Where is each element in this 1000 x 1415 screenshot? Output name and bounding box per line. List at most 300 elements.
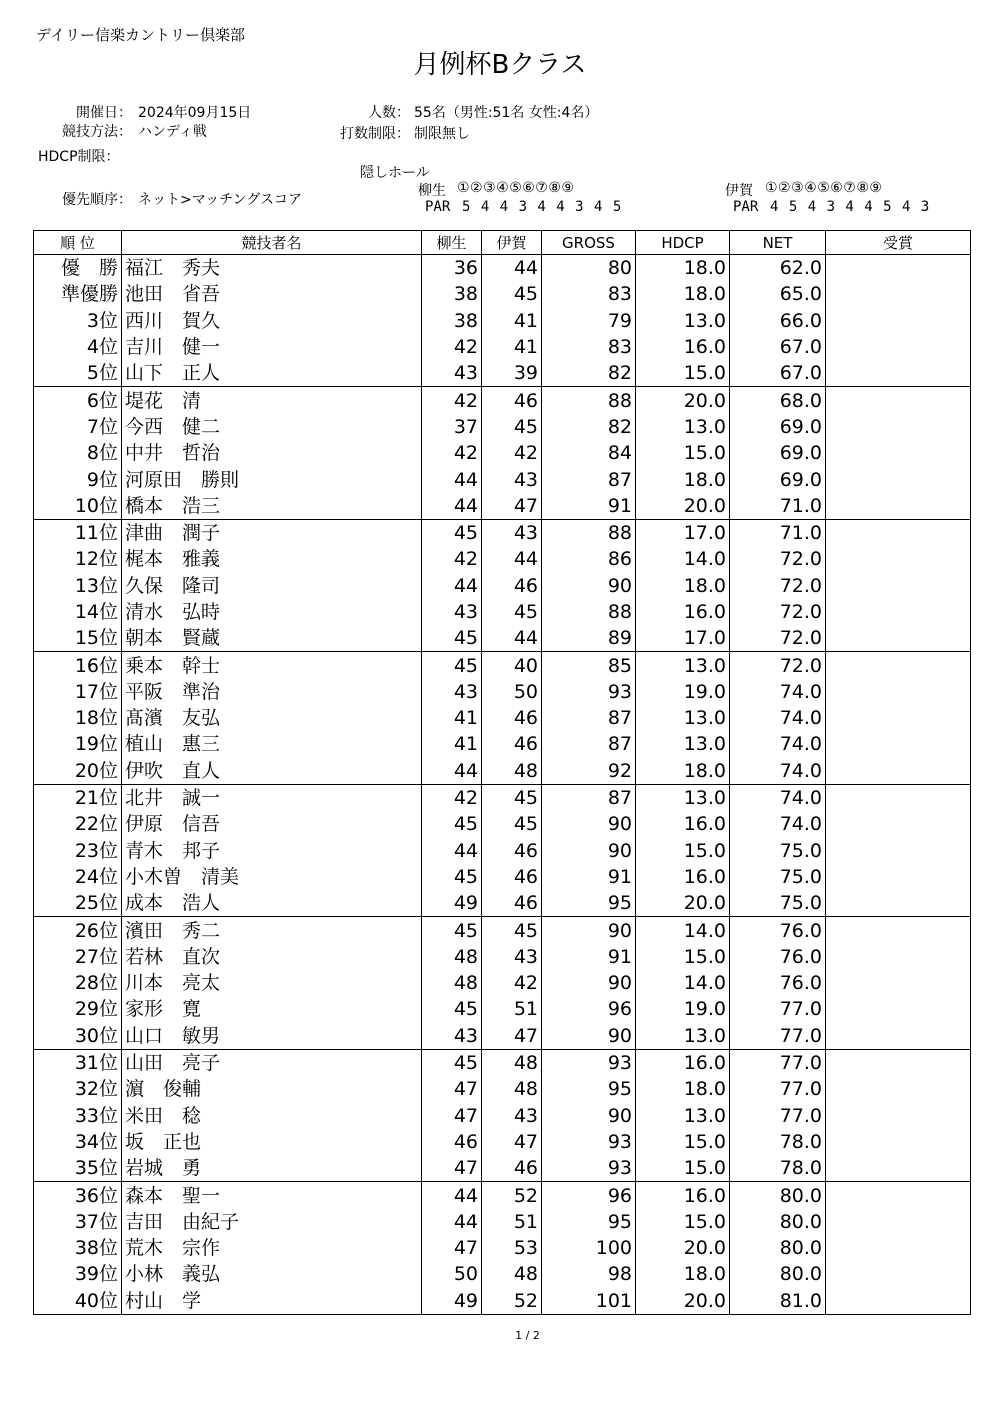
course2-score-cell: 41 [482,308,542,334]
course1-name: 柳生 [418,183,446,199]
player-name-cell: 吉川 健一 [122,334,422,360]
award-cell [826,573,971,599]
table-row [34,573,971,599]
hdcp-cell: 13.0 [636,705,730,731]
player-name-cell: 家形 寛 [122,996,422,1022]
hdcp-cell: 13.0 [636,1103,730,1129]
hdcp-cell: 13.0 [636,731,730,757]
rank-cell: 35位 [34,1155,122,1182]
course1-score-cell: 38 [422,308,482,334]
hdcp-cell: 15.0 [636,1129,730,1155]
rank-cell: 5位 [34,360,122,387]
table-row [34,255,971,282]
course1-holes: ①②③④⑤⑥⑦⑧⑨ [457,180,575,196]
hdcp-cell: 16.0 [636,864,730,890]
course2-score-cell: 51 [482,996,542,1022]
header-gross: GROSS [542,231,636,255]
course1-score-cell: 46 [422,1129,482,1155]
course1-score-cell: 44 [422,758,482,785]
player-name-cell: 梶本 雅義 [122,546,422,572]
course1-score-cell: 44 [422,1182,482,1209]
rank-cell: 21位 [34,784,122,811]
award-cell [826,944,971,970]
award-cell [826,255,971,282]
rank-cell: 18位 [34,705,122,731]
rank-cell: 36位 [34,1182,122,1209]
award-cell [826,308,971,334]
rank-cell: 26位 [34,917,122,944]
gross-cell: 86 [542,546,636,572]
gross-cell: 90 [542,573,636,599]
player-name-cell: 山下 正人 [122,360,422,387]
player-name-cell: 森本 聖一 [122,1182,422,1209]
course2-score-cell: 43 [482,1103,542,1129]
award-cell [826,996,971,1022]
course2-score-cell: 45 [482,599,542,625]
player-name-cell: 平阪 準治 [122,679,422,705]
hdcp-cell: 15.0 [636,1155,730,1182]
date-value: 2024年09月15日 [138,105,252,121]
course2-score-cell: 44 [482,546,542,572]
stroke-limit-value: 制限無し [414,126,470,142]
gross-cell: 90 [542,970,636,996]
table-row [34,308,971,334]
player-name-cell: 乗本 幹士 [122,652,422,679]
course2-pars: 4 5 4 3 4 4 5 4 3 [770,199,930,215]
table-row [34,1103,971,1129]
course2-score-cell: 48 [482,758,542,785]
course1-score-cell: 44 [422,466,482,492]
player-name-cell: 久保 隆司 [122,573,422,599]
player-name-cell: 伊原 信吾 [122,811,422,837]
rank-cell: 22位 [34,811,122,837]
table-row [34,784,971,811]
course2-score-cell: 44 [482,255,542,282]
player-name-cell: 清水 弘時 [122,599,422,625]
course2-score-cell: 48 [482,1261,542,1287]
course2-score-cell: 48 [482,1076,542,1102]
rank-cell: 7位 [34,414,122,440]
gross-cell: 95 [542,1209,636,1235]
course1-score-cell: 45 [422,625,482,652]
course2-score-cell: 47 [482,493,542,520]
gross-cell: 93 [542,1049,636,1076]
course1-score-cell: 37 [422,414,482,440]
gross-cell: 96 [542,1182,636,1209]
net-cell: 75.0 [730,838,826,864]
award-cell [826,731,971,757]
award-cell [826,1235,971,1261]
gross-cell: 88 [542,519,636,546]
award-cell [826,679,971,705]
award-cell [826,1288,971,1315]
award-cell [826,838,971,864]
table-row [34,1049,971,1076]
course2-par-label: PAR [733,199,759,215]
net-cell: 68.0 [730,387,826,414]
gross-cell: 98 [542,1261,636,1287]
course2-score-cell: 46 [482,573,542,599]
course1-score-cell: 38 [422,281,482,307]
table-row [34,944,971,970]
gross-cell: 96 [542,996,636,1022]
header-course2: 伊賀 [482,231,542,255]
table-row [34,652,971,679]
net-cell: 81.0 [730,1288,826,1315]
table-row [34,1288,971,1315]
net-cell: 80.0 [730,1209,826,1235]
net-cell: 74.0 [730,731,826,757]
net-cell: 77.0 [730,996,826,1022]
table-row [34,599,971,625]
rank-cell: 8位 [34,440,122,466]
net-cell: 77.0 [730,1076,826,1102]
hdcp-cell: 20.0 [636,1288,730,1315]
course2-score-cell: 46 [482,387,542,414]
player-name-cell: 橋本 浩三 [122,493,422,520]
net-cell: 76.0 [730,944,826,970]
course1-score-cell: 45 [422,652,482,679]
rank-cell: 30位 [34,1023,122,1050]
player-name-cell: 堤花 清 [122,387,422,414]
award-cell [826,387,971,414]
net-cell: 74.0 [730,679,826,705]
player-name-cell: 山口 敏男 [122,1023,422,1050]
player-name-cell: 津曲 潤子 [122,519,422,546]
table-row [34,758,971,785]
net-cell: 74.0 [730,784,826,811]
table-row [34,1023,971,1050]
course2-score-cell: 46 [482,864,542,890]
player-name-cell: 荒木 宗作 [122,1235,422,1261]
rank-cell: 17位 [34,679,122,705]
hdcp-cell: 15.0 [636,838,730,864]
course1-score-cell: 45 [422,917,482,944]
table-row [34,1209,971,1235]
player-name-cell: 吉田 由紀子 [122,1209,422,1235]
course2-score-cell: 46 [482,1155,542,1182]
award-cell [826,811,971,837]
gross-cell: 90 [542,1103,636,1129]
course1-score-cell: 45 [422,996,482,1022]
player-name-cell: 坂 正也 [122,1129,422,1155]
award-cell [826,360,971,387]
course1-score-cell: 42 [422,334,482,360]
course1-score-cell: 44 [422,1209,482,1235]
net-cell: 74.0 [730,705,826,731]
net-cell: 80.0 [730,1182,826,1209]
award-cell [826,466,971,492]
table-row [34,679,971,705]
player-name-cell: 西川 賀久 [122,308,422,334]
participants-label: 人数： [368,105,410,121]
player-name-cell: 村山 学 [122,1288,422,1315]
rank-cell: 20位 [34,758,122,785]
course1-score-cell: 43 [422,679,482,705]
gross-cell: 90 [542,917,636,944]
course2-score-cell: 45 [482,414,542,440]
net-cell: 74.0 [730,811,826,837]
stroke-limit-label: 打数制限： [340,126,410,142]
net-cell: 71.0 [730,493,826,520]
award-cell [826,334,971,360]
hdcp-cell: 13.0 [636,652,730,679]
table-row [34,1182,971,1209]
table-row [34,1261,971,1287]
course2-score-cell: 45 [482,784,542,811]
gross-cell: 79 [542,308,636,334]
award-cell [826,1182,971,1209]
player-name-cell: 北井 誠一 [122,784,422,811]
rank-cell: 38位 [34,1235,122,1261]
hdcp-cell: 13.0 [636,784,730,811]
table-row [34,625,971,652]
net-cell: 69.0 [730,466,826,492]
course1-score-cell: 45 [422,519,482,546]
award-cell [826,1155,971,1182]
table-row [34,414,971,440]
player-name-cell: 小林 義弘 [122,1261,422,1287]
gross-cell: 93 [542,1155,636,1182]
award-cell [826,493,971,520]
header-net: NET [730,231,826,255]
course1-score-cell: 50 [422,1261,482,1287]
player-name-cell: 植山 惠三 [122,731,422,757]
table-row [34,1155,971,1182]
award-cell [826,1076,971,1102]
net-cell: 72.0 [730,573,826,599]
course2-score-cell: 46 [482,705,542,731]
table-row [34,440,971,466]
gross-cell: 82 [542,360,636,387]
course1-score-cell: 45 [422,811,482,837]
header-course1: 柳生 [422,231,482,255]
course1-score-cell: 42 [422,440,482,466]
rank-cell: 9位 [34,466,122,492]
gross-cell: 100 [542,1235,636,1261]
player-name-cell: 岩城 勇 [122,1155,422,1182]
award-cell [826,970,971,996]
award-cell [826,625,971,652]
player-name-cell: 濱田 秀二 [122,917,422,944]
award-cell [826,1023,971,1050]
net-cell: 80.0 [730,1261,826,1287]
table-row [34,864,971,890]
table-row [34,970,971,996]
gross-cell: 91 [542,864,636,890]
net-cell: 80.0 [730,1235,826,1261]
course1-score-cell: 47 [422,1155,482,1182]
hdcp-cell: 16.0 [636,334,730,360]
net-cell: 65.0 [730,281,826,307]
net-cell: 69.0 [730,414,826,440]
rank-cell: 11位 [34,519,122,546]
course2-holes: ①②③④⑤⑥⑦⑧⑨ [765,180,883,196]
gross-cell: 91 [542,493,636,520]
course1-score-cell: 44 [422,573,482,599]
net-cell: 76.0 [730,970,826,996]
gross-cell: 85 [542,652,636,679]
course1-score-cell: 45 [422,1049,482,1076]
gross-cell: 82 [542,414,636,440]
gross-cell: 90 [542,1023,636,1050]
net-cell: 77.0 [730,1049,826,1076]
rank-cell: 39位 [34,1261,122,1287]
rank-cell: 33位 [34,1103,122,1129]
rank-cell: 25位 [34,890,122,917]
table-row [34,838,971,864]
results-table [33,230,971,1315]
net-cell: 74.0 [730,758,826,785]
award-cell [826,599,971,625]
net-cell: 72.0 [730,546,826,572]
course2-score-cell: 41 [482,334,542,360]
net-cell: 77.0 [730,1103,826,1129]
rank-cell: 19位 [34,731,122,757]
player-name-cell: 伊吹 直人 [122,758,422,785]
hdcp-cell: 14.0 [636,917,730,944]
hdcp-cell: 18.0 [636,758,730,785]
course2-score-cell: 42 [482,440,542,466]
table-row [34,334,971,360]
hdcp-cell: 18.0 [636,255,730,282]
rank-cell: 12位 [34,546,122,572]
header-hdcp: HDCP [636,231,730,255]
gross-cell: 88 [542,599,636,625]
rank-cell: 23位 [34,838,122,864]
table-row [34,519,971,546]
hdcp-cell: 18.0 [636,1076,730,1102]
course1-score-cell: 43 [422,1023,482,1050]
course2-score-cell: 44 [482,625,542,652]
net-cell: 67.0 [730,334,826,360]
table-row [34,1235,971,1261]
hdcp-cell: 14.0 [636,970,730,996]
rank-cell: 24位 [34,864,122,890]
course2-score-cell: 46 [482,890,542,917]
participants-value: 55名（男性:51名 女性:4名） [414,105,599,121]
player-name-cell: 中井 哲治 [122,440,422,466]
header-award: 受賞 [826,231,971,255]
course2-score-cell: 53 [482,1235,542,1261]
course2-score-cell: 46 [482,731,542,757]
course1-pars: 5 4 4 3 4 4 3 4 5 [462,199,622,215]
gross-cell: 90 [542,838,636,864]
rank-cell: 準優勝 [34,281,122,307]
hdcp-cell: 20.0 [636,1235,730,1261]
award-cell [826,890,971,917]
rank-cell: 16位 [34,652,122,679]
hdcp-cell: 18.0 [636,573,730,599]
gross-cell: 87 [542,705,636,731]
table-row [34,387,971,414]
course2-score-cell: 43 [482,519,542,546]
rank-cell: 14位 [34,599,122,625]
header-player-name: 競技者名 [122,231,422,255]
award-cell [826,414,971,440]
award-cell [826,1209,971,1235]
rank-cell: 3位 [34,308,122,334]
award-cell [826,1261,971,1287]
player-name-cell: 川本 亮太 [122,970,422,996]
hdcp-cell: 16.0 [636,811,730,837]
course1-score-cell: 41 [422,731,482,757]
rank-cell: 13位 [34,573,122,599]
course1-score-cell: 47 [422,1076,482,1102]
rank-cell: 優 勝 [34,255,122,282]
hdcp-cell: 15.0 [636,360,730,387]
hdcp-cell: 16.0 [636,599,730,625]
page-title: 月例杯Bクラス [413,50,587,80]
priority-value: ネット>マッチングスコア [138,192,303,208]
table-row [34,281,971,307]
award-cell [826,281,971,307]
player-name-cell: 小木曽 清美 [122,864,422,890]
table-row [34,705,971,731]
rank-cell: 31位 [34,1049,122,1076]
hdcp-cell: 14.0 [636,546,730,572]
course2-score-cell: 45 [482,281,542,307]
player-name-cell: 濵 俊輔 [122,1076,422,1102]
award-cell [826,705,971,731]
header-rank: 順 位 [34,231,122,255]
player-name-cell: 若林 直次 [122,944,422,970]
rank-cell: 27位 [34,944,122,970]
hdcp-cell: 15.0 [636,440,730,466]
table-row [34,466,971,492]
hdcp-cell: 18.0 [636,1261,730,1287]
hdcp-cell: 19.0 [636,679,730,705]
rank-cell: 34位 [34,1129,122,1155]
hdcp-cell: 13.0 [636,308,730,334]
gross-cell: 87 [542,784,636,811]
gross-cell: 87 [542,466,636,492]
rank-cell: 10位 [34,493,122,520]
net-cell: 78.0 [730,1155,826,1182]
course1-par-label: PAR [425,199,451,215]
table-row [34,1076,971,1102]
award-cell [826,917,971,944]
course1-score-cell: 49 [422,890,482,917]
course1-score-cell: 41 [422,705,482,731]
course2-score-cell: 40 [482,652,542,679]
net-cell: 62.0 [730,255,826,282]
table-row [34,917,971,944]
table-row [34,360,971,387]
course2-score-cell: 52 [482,1288,542,1315]
rank-cell: 37位 [34,1209,122,1235]
hdcp-cell: 20.0 [636,387,730,414]
net-cell: 78.0 [730,1129,826,1155]
net-cell: 75.0 [730,890,826,917]
gross-cell: 89 [542,625,636,652]
player-name-cell: 髙濱 友弘 [122,705,422,731]
course1-score-cell: 45 [422,864,482,890]
course2-score-cell: 51 [482,1209,542,1235]
course2-score-cell: 46 [482,838,542,864]
gross-cell: 90 [542,811,636,837]
hdcp-cell: 13.0 [636,414,730,440]
hdcp-cell: 19.0 [636,996,730,1022]
table-row [34,811,971,837]
method-value: ハンディ戦 [138,124,207,140]
hdcp-cell: 16.0 [636,1182,730,1209]
hdcp-cell: 16.0 [636,1049,730,1076]
net-cell: 72.0 [730,599,826,625]
course1-score-cell: 47 [422,1103,482,1129]
hidden-hole-label: 隠しホール [360,165,430,181]
net-cell: 66.0 [730,308,826,334]
